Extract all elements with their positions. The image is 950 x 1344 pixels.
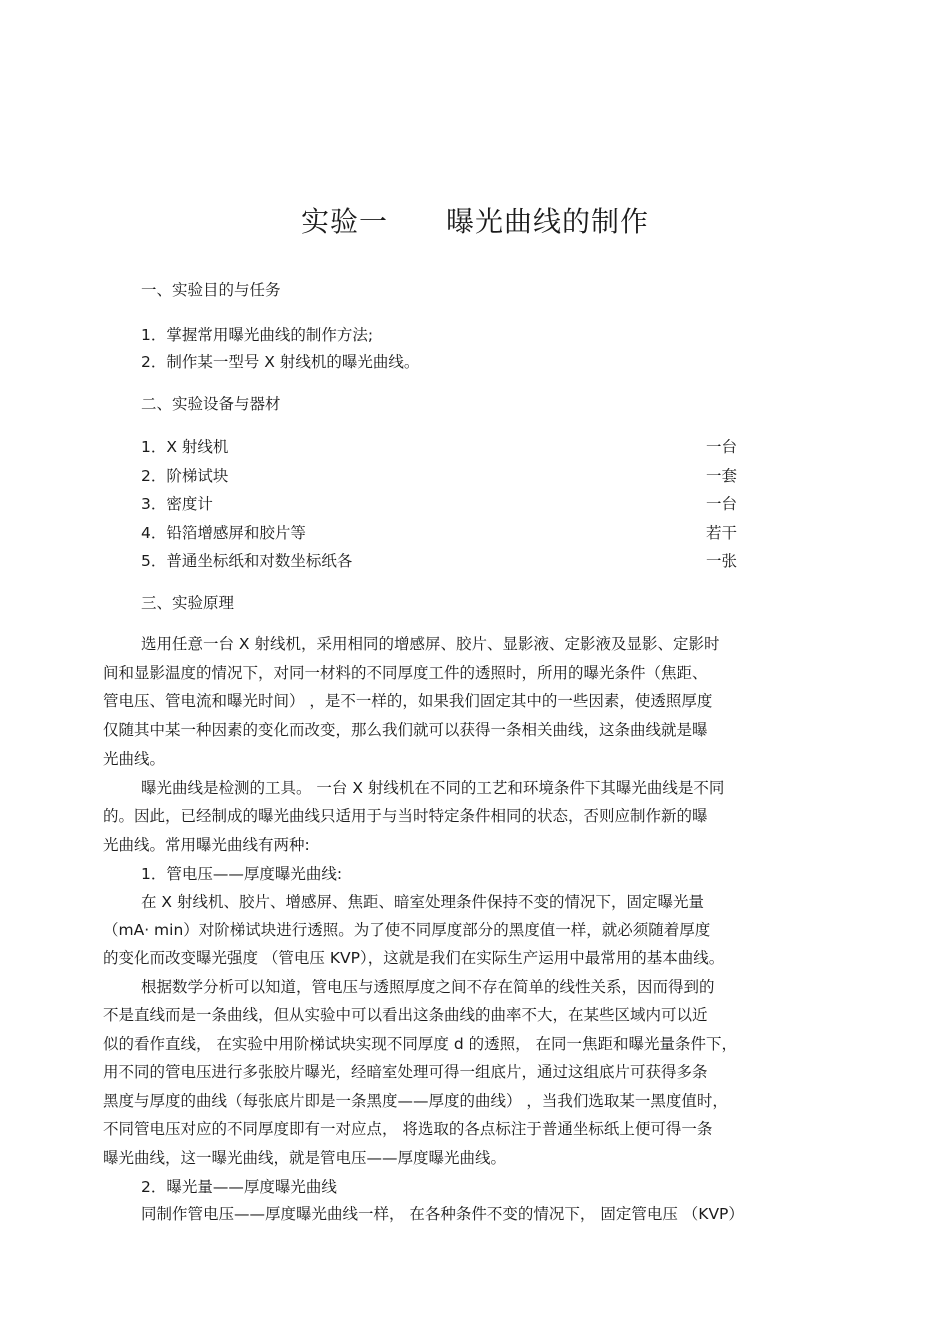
principle-line-15: 似的看作直线， 在实验中用阶梯试块实现不同厚度 d 的透照， 在同一焦距和曝光量条件下， [103, 1035, 738, 1053]
equipment-item-4-name: 4．铅箔增感屏和胶片等 [141, 524, 306, 542]
principle-line-3: 管电压、管电流和曝光时间） ，是不一样的，如果我们固定其中的一些因素，使透照厚度 [103, 692, 713, 710]
objective-item-2: 2．制作某一型号 X 射线机的曝光曲线。 [141, 353, 420, 371]
equipment-item-1-name: 1．X 射线机 [141, 438, 229, 456]
equipment-item-4-qty: 若干 [706, 524, 738, 542]
principle-line-5: 光曲线。 [103, 750, 166, 768]
title-part-1: 实验一 [300, 205, 388, 238]
principle-line-12: 的变化而改变曝光强度 （管电压 KVP），这就是我们在实际生产运用中最常用的基本曲线。 [103, 949, 725, 967]
principle-line-19: 曝光曲线，这一曝光曲线，就是管电压——厚度曝光曲线。 [103, 1149, 507, 1167]
principle-line-4: 仅随其中某一种因素的变化而改变，那么我们就可以获得一条相关曲线，这条曲线就是曝 [103, 721, 708, 739]
objective-item-1: 1．掌握常用曝光曲线的制作方法; [141, 326, 374, 344]
section-1-heading: 一、实验目的与任务 [141, 281, 281, 299]
principle-line-16: 用不同的管电压进行多张胶片曝光，经暗室处理可得一组底片，通过这组底片可获得多条 [103, 1063, 708, 1081]
principle-line-14: 不是直线而是一条曲线，但从实验中可以看出这条曲线的曲率不大，在某些区域内可以近 [103, 1006, 708, 1024]
principle-line-1: 选用任意一台 X 射线机，采用相同的增感屏、胶片、显影液、定影液及显影、定影时 [141, 635, 720, 653]
principle-subheading-2: 2．曝光量——厚度曝光曲线 [141, 1178, 337, 1196]
equipment-item-2-name: 2．阶梯试块 [141, 467, 229, 485]
principle-line-17: 黑度与厚度的曲线（每张底片即是一条黑度——厚度的曲线） ，当我们选取某一黑度值时， [103, 1092, 728, 1110]
equipment-item-3-name: 3．密度计 [141, 495, 213, 513]
equipment-item-5-name: 5．普通坐标纸和对数坐标纸各 [141, 552, 353, 570]
title-part-2: 曝光曲线的制作 [446, 205, 650, 238]
principle-subheading-1: 1．管电压——厚度曝光曲线: [141, 865, 343, 883]
page-title [0, 200, 950, 240]
section-2-heading: 二、实验设备与器材 [141, 395, 281, 413]
section-3-heading: 三、实验原理 [141, 594, 235, 612]
equipment-item-2-qty: 一套 [706, 467, 738, 485]
principle-line-13: 根据数学分析可以知道，管电压与透照厚度之间不存在简单的线性关系，因而得到的 [141, 978, 715, 996]
principle-line-7: 的。因此，已经制成的曝光曲线只适用于与当时特定条件相同的状态，否则应制作新的曝 [103, 807, 708, 825]
equipment-item-1-qty: 一台 [706, 438, 738, 456]
principle-line-6: 曝光曲线是检测的工具。 一台 X 射线机在不同的工艺和环境条件下其曝光曲线是不同 [141, 779, 725, 797]
principle-line-21: 同制作管电压——厚度曝光曲线一样， 在各种条件不变的情况下， 固定管电压 （KVP） [141, 1205, 744, 1223]
principle-line-11: （mA· min）对阶梯试块进行透照。为了使不同厚度部分的黑度值一样，就必须随着厚度 [103, 921, 711, 939]
principle-line-10: 在 X 射线机、胶片、增感屏、焦距、暗室处理条件保持不变的情况下，固定曝光量 [141, 893, 704, 911]
equipment-item-5-qty: 一张 [706, 552, 738, 570]
principle-line-18: 不同管电压对应的不同厚度即有一对应点， 将选取的各点标注于普通坐标纸上便可得一条 [103, 1120, 713, 1138]
principle-line-2: 间和显影温度的情况下，对同一材料的不同厚度工件的透照时，所用的曝光条件（焦距、 [103, 664, 708, 682]
equipment-item-3-qty: 一台 [706, 495, 738, 513]
principle-line-8: 光曲线。常用曝光曲线有两种: [103, 836, 310, 854]
